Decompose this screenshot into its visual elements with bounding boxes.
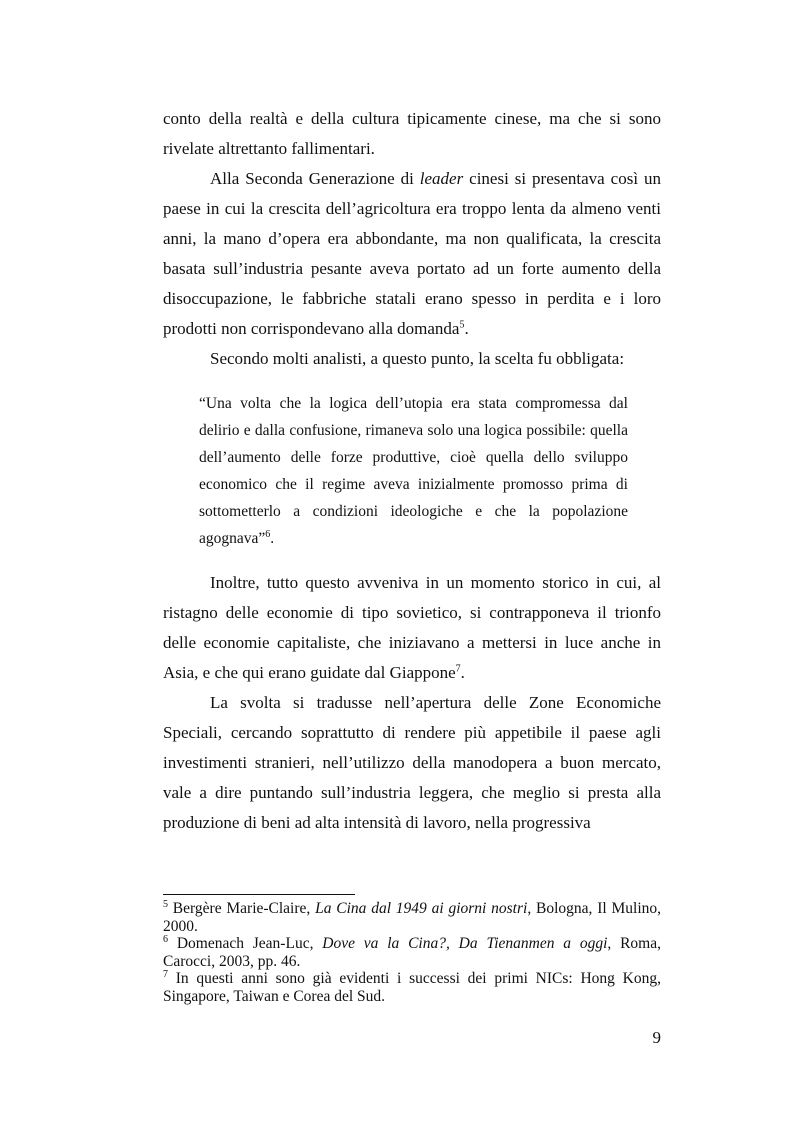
footnote-ref-5: 5 bbox=[459, 319, 465, 331]
page-number: 9 bbox=[652, 1028, 661, 1047]
body-text bbox=[163, 104, 661, 838]
paragraph-turning-point: La svolta si tradusse nell’apertura delle Zone Economiche Speciali, cercando soprattutto di rendere più appetibile il paese agli investimenti stranieri, nell’utilizzo della manodopera a buon mercato, vale a dire puntando sull’industria leggera, che meglio si presta alla produzione di beni ad alta intensità di lavoro, nella progressiva bbox=[163, 693, 661, 832]
block-quote: “Una volta che la logica dell’utopia era stata compromessa dal delirio e dalla confusione, rimaneva solo una logica possibile: quella dell’aumento delle forze produttive, cioè quella dello sviluppo economico che il regime aveva inizialmente promosso prima di sottometterlo a condizioni ideologiche e che la popolazione agognava”$^6$. bbox=[199, 395, 628, 547]
footnote: $^5$ Bergère Marie-Claire, La Cina dal 1949 ai giorni nostri, Bologna, Il Mulino, 2000. bbox=[163, 898, 662, 935]
paragraph-analysts: Secondo molti analisti, a questo punto, la scelta fu obbligata: bbox=[210, 349, 625, 368]
paragraph-continuation: conto della realtà e della cultura tipicamente cinese, ma che si sono rivelate altrettanto fallimentari. bbox=[163, 109, 661, 158]
paragraph-second-generation: Alla Seconda Generazione di leader cinesi si presentava così un paese in cui la crescita dell’agricoltura era troppo lenta da almeno venti anni, la mano d’opera era abbondante, ma non qualificata, la crescita basata sull’industria pesante aveva portato ad un forte aumento della disoccupazione, le fabbriche statali erano spesso in perdita e i loro prodotti non corrispondevano alla domanda$^5$. bbox=[163, 169, 661, 338]
footnote: $^6$ Domenach Jean-Luc, Dove va la Cina?, Da Tienanmen a oggi, Roma, Carocci, 2003, pp. 46. bbox=[163, 933, 661, 970]
paragraph-historical-moment: Inoltre, tutto questo avveniva in un momento storico in cui, al ristagno delle economie di tipo sovietico, si contrapponeva il trionfo delle economie capitaliste, che iniziavano a mettersi in luce anche in Asia, e che qui erano guidate dal Giappone$^7$. bbox=[163, 573, 661, 682]
footnote-divider bbox=[163, 894, 355, 895]
footnote: $^7$ In questi anni sono già evidenti i successi dei primi NICs: Hong Kong, Singapore, Taiwan e Corea del Sud. bbox=[163, 968, 661, 1005]
italic-term: leader bbox=[419, 169, 464, 188]
footnote-ref-7: 7 bbox=[455, 663, 461, 675]
footnotes bbox=[163, 900, 661, 1005]
footnote-ref-6: 6 bbox=[265, 528, 271, 540]
